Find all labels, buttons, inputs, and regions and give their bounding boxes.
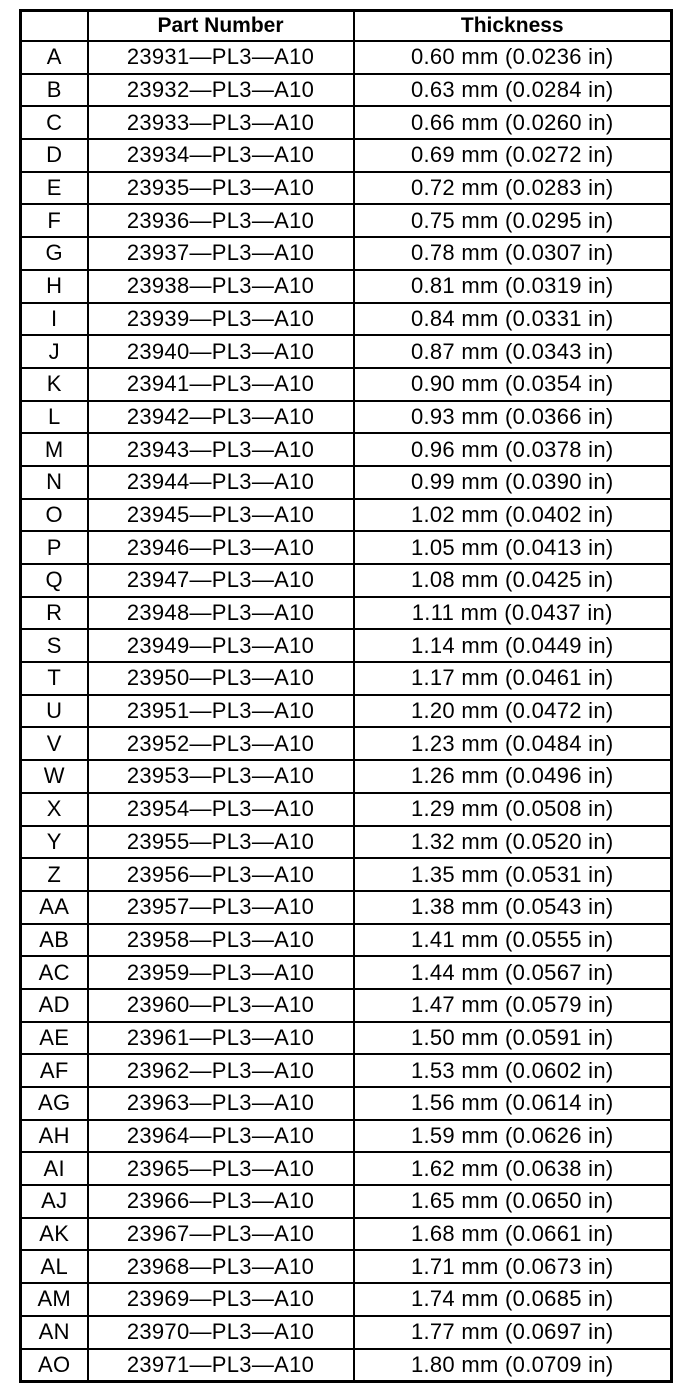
- row-letter: A: [21, 41, 88, 74]
- row-thickness: 1.02 mm (0.0402 in): [354, 499, 672, 532]
- row-part-number: 23969—PL3—A10: [88, 1283, 354, 1316]
- row-letter: AH: [21, 1120, 88, 1153]
- row-thickness: 1.77 mm (0.0697 in): [354, 1316, 672, 1349]
- table-row: [21, 1120, 672, 1153]
- table-row: [21, 433, 672, 466]
- row-thickness: 0.87 mm (0.0343 in): [354, 335, 672, 368]
- row-part-number: 23939—PL3—A10: [88, 303, 354, 336]
- row-thickness: 0.93 mm (0.0366 in): [354, 401, 672, 434]
- table-row: [21, 106, 672, 139]
- row-thickness: 1.65 mm (0.0650 in): [354, 1185, 672, 1218]
- row-part-number: 23933—PL3—A10: [88, 106, 354, 139]
- table-row: [21, 989, 672, 1022]
- row-letter: Q: [21, 564, 88, 597]
- row-part-number: 23959—PL3—A10: [88, 956, 354, 989]
- row-letter: W: [21, 760, 88, 793]
- row-letter: AF: [21, 1054, 88, 1087]
- row-part-number: 23937—PL3—A10: [88, 237, 354, 270]
- row-thickness: 0.90 mm (0.0354 in): [354, 368, 672, 401]
- table-row: [21, 826, 672, 859]
- row-part-number: 23960—PL3—A10: [88, 989, 354, 1022]
- row-part-number: 23935—PL3—A10: [88, 172, 354, 205]
- table-body: [21, 41, 672, 1382]
- row-letter: AG: [21, 1087, 88, 1120]
- table-row: [21, 1316, 672, 1349]
- row-thickness: 1.05 mm (0.0413 in): [354, 531, 672, 564]
- row-part-number: 23966—PL3—A10: [88, 1185, 354, 1218]
- row-letter: J: [21, 335, 88, 368]
- table-row: [21, 564, 672, 597]
- table-row: [21, 270, 672, 303]
- row-letter: AC: [21, 956, 88, 989]
- header-thickness: Thickness: [354, 11, 672, 42]
- row-letter: X: [21, 793, 88, 826]
- table-row: [21, 597, 672, 630]
- row-thickness: 0.78 mm (0.0307 in): [354, 237, 672, 270]
- row-part-number: 23955—PL3—A10: [88, 826, 354, 859]
- row-part-number: 23963—PL3—A10: [88, 1087, 354, 1120]
- row-part-number: 23936—PL3—A10: [88, 204, 354, 237]
- table-row: [21, 41, 672, 74]
- row-part-number: 23970—PL3—A10: [88, 1316, 354, 1349]
- row-thickness: 1.17 mm (0.0461 in): [354, 662, 672, 695]
- row-thickness: 1.14 mm (0.0449 in): [354, 629, 672, 662]
- row-thickness: 0.72 mm (0.0283 in): [354, 172, 672, 205]
- row-part-number: 23938—PL3—A10: [88, 270, 354, 303]
- row-letter: Z: [21, 858, 88, 891]
- row-letter: T: [21, 662, 88, 695]
- row-thickness: 1.41 mm (0.0555 in): [354, 924, 672, 957]
- row-thickness: 0.96 mm (0.0378 in): [354, 433, 672, 466]
- row-thickness: 1.71 mm (0.0673 in): [354, 1250, 672, 1283]
- table-row: [21, 303, 672, 336]
- row-thickness: 1.53 mm (0.0602 in): [354, 1054, 672, 1087]
- table-row: [21, 401, 672, 434]
- row-thickness: 1.80 mm (0.0709 in): [354, 1349, 672, 1382]
- row-thickness: 0.99 mm (0.0390 in): [354, 466, 672, 499]
- row-letter: N: [21, 466, 88, 499]
- table-row: [21, 924, 672, 957]
- table-row: [21, 793, 672, 826]
- row-letter: AD: [21, 989, 88, 1022]
- row-thickness: 1.26 mm (0.0496 in): [354, 760, 672, 793]
- row-part-number: 23934—PL3—A10: [88, 139, 354, 172]
- row-part-number: 23941—PL3—A10: [88, 368, 354, 401]
- row-part-number: 23964—PL3—A10: [88, 1120, 354, 1153]
- row-part-number: 23946—PL3—A10: [88, 531, 354, 564]
- table-row: [21, 237, 672, 270]
- row-letter: AA: [21, 891, 88, 924]
- header-row: [21, 11, 672, 42]
- row-letter: C: [21, 106, 88, 139]
- row-letter: AK: [21, 1218, 88, 1251]
- row-letter: G: [21, 237, 88, 270]
- shim-table-container: [19, 9, 670, 1383]
- row-letter: O: [21, 499, 88, 532]
- row-letter: B: [21, 74, 88, 107]
- row-part-number: 23971—PL3—A10: [88, 1349, 354, 1382]
- table-row: [21, 629, 672, 662]
- row-letter: S: [21, 629, 88, 662]
- table-row: [21, 1283, 672, 1316]
- table-header: [21, 11, 672, 42]
- row-part-number: 23947—PL3—A10: [88, 564, 354, 597]
- row-part-number: 23931—PL3—A10: [88, 41, 354, 74]
- row-letter: E: [21, 172, 88, 205]
- row-thickness: 1.56 mm (0.0614 in): [354, 1087, 672, 1120]
- row-part-number: 23962—PL3—A10: [88, 1054, 354, 1087]
- row-part-number: 23932—PL3—A10: [88, 74, 354, 107]
- row-letter: F: [21, 204, 88, 237]
- row-thickness: 1.62 mm (0.0638 in): [354, 1152, 672, 1185]
- table-row: [21, 956, 672, 989]
- table-row: [21, 499, 672, 532]
- row-part-number: 23957—PL3—A10: [88, 891, 354, 924]
- row-thickness: 0.69 mm (0.0272 in): [354, 139, 672, 172]
- row-thickness: 0.60 mm (0.0236 in): [354, 41, 672, 74]
- table-row: [21, 1250, 672, 1283]
- row-letter: H: [21, 270, 88, 303]
- row-thickness: 1.74 mm (0.0685 in): [354, 1283, 672, 1316]
- table-row: [21, 1218, 672, 1251]
- table-row: [21, 368, 672, 401]
- row-letter: U: [21, 695, 88, 728]
- table-row: [21, 172, 672, 205]
- table-row: [21, 1152, 672, 1185]
- row-part-number: 23948—PL3—A10: [88, 597, 354, 630]
- table-row: [21, 204, 672, 237]
- row-letter: D: [21, 139, 88, 172]
- row-letter: AN: [21, 1316, 88, 1349]
- table-row: [21, 1185, 672, 1218]
- table-row: [21, 1349, 672, 1382]
- row-thickness: 1.23 mm (0.0484 in): [354, 727, 672, 760]
- table-row: [21, 74, 672, 107]
- row-part-number: 23940—PL3—A10: [88, 335, 354, 368]
- row-letter: AM: [21, 1283, 88, 1316]
- shim-thickness-table: [19, 9, 673, 1383]
- row-letter: Y: [21, 826, 88, 859]
- row-thickness: 1.08 mm (0.0425 in): [354, 564, 672, 597]
- table-row: [21, 1022, 672, 1055]
- row-letter: K: [21, 368, 88, 401]
- row-part-number: 23965—PL3—A10: [88, 1152, 354, 1185]
- table-row: [21, 1054, 672, 1087]
- row-part-number: 23967—PL3—A10: [88, 1218, 354, 1251]
- row-part-number: 23954—PL3—A10: [88, 793, 354, 826]
- table-row: [21, 695, 672, 728]
- row-letter: I: [21, 303, 88, 336]
- row-part-number: 23945—PL3—A10: [88, 499, 354, 532]
- row-part-number: 23942—PL3—A10: [88, 401, 354, 434]
- row-thickness: 1.38 mm (0.0543 in): [354, 891, 672, 924]
- table-row: [21, 760, 672, 793]
- row-letter: R: [21, 597, 88, 630]
- row-thickness: 1.29 mm (0.0508 in): [354, 793, 672, 826]
- row-thickness: 1.35 mm (0.0531 in): [354, 858, 672, 891]
- row-part-number: 23943—PL3—A10: [88, 433, 354, 466]
- row-letter: AB: [21, 924, 88, 957]
- row-part-number: 23961—PL3—A10: [88, 1022, 354, 1055]
- row-thickness: 0.66 mm (0.0260 in): [354, 106, 672, 139]
- row-thickness: 1.50 mm (0.0591 in): [354, 1022, 672, 1055]
- row-part-number: 23950—PL3—A10: [88, 662, 354, 695]
- table-row: [21, 531, 672, 564]
- table-row: [21, 727, 672, 760]
- row-thickness: 0.75 mm (0.0295 in): [354, 204, 672, 237]
- header-letter: [21, 11, 88, 42]
- row-part-number: 23968—PL3—A10: [88, 1250, 354, 1283]
- row-letter: P: [21, 531, 88, 564]
- row-thickness: 0.81 mm (0.0319 in): [354, 270, 672, 303]
- row-part-number: 23944—PL3—A10: [88, 466, 354, 499]
- row-part-number: 23958—PL3—A10: [88, 924, 354, 957]
- table-row: [21, 662, 672, 695]
- row-part-number: 23956—PL3—A10: [88, 858, 354, 891]
- table-row: [21, 335, 672, 368]
- row-part-number: 23953—PL3—A10: [88, 760, 354, 793]
- table-row: [21, 1087, 672, 1120]
- row-thickness: 0.63 mm (0.0284 in): [354, 74, 672, 107]
- row-thickness: 1.59 mm (0.0626 in): [354, 1120, 672, 1153]
- row-letter: AJ: [21, 1185, 88, 1218]
- row-thickness: 1.47 mm (0.0579 in): [354, 989, 672, 1022]
- row-part-number: 23952—PL3—A10: [88, 727, 354, 760]
- row-thickness: 1.11 mm (0.0437 in): [354, 597, 672, 630]
- row-thickness: 0.84 mm (0.0331 in): [354, 303, 672, 336]
- row-thickness: 1.68 mm (0.0661 in): [354, 1218, 672, 1251]
- table-row: [21, 139, 672, 172]
- row-letter: L: [21, 401, 88, 434]
- row-letter: AE: [21, 1022, 88, 1055]
- header-part-number: Part Number: [88, 11, 354, 42]
- row-letter: AO: [21, 1349, 88, 1382]
- row-letter: AL: [21, 1250, 88, 1283]
- table-row: [21, 466, 672, 499]
- row-thickness: 1.20 mm (0.0472 in): [354, 695, 672, 728]
- row-thickness: 1.32 mm (0.0520 in): [354, 826, 672, 859]
- table-row: [21, 891, 672, 924]
- row-part-number: 23949—PL3—A10: [88, 629, 354, 662]
- row-thickness: 1.44 mm (0.0567 in): [354, 956, 672, 989]
- table-row: [21, 858, 672, 891]
- row-letter: AI: [21, 1152, 88, 1185]
- row-part-number: 23951—PL3—A10: [88, 695, 354, 728]
- row-letter: V: [21, 727, 88, 760]
- row-letter: M: [21, 433, 88, 466]
